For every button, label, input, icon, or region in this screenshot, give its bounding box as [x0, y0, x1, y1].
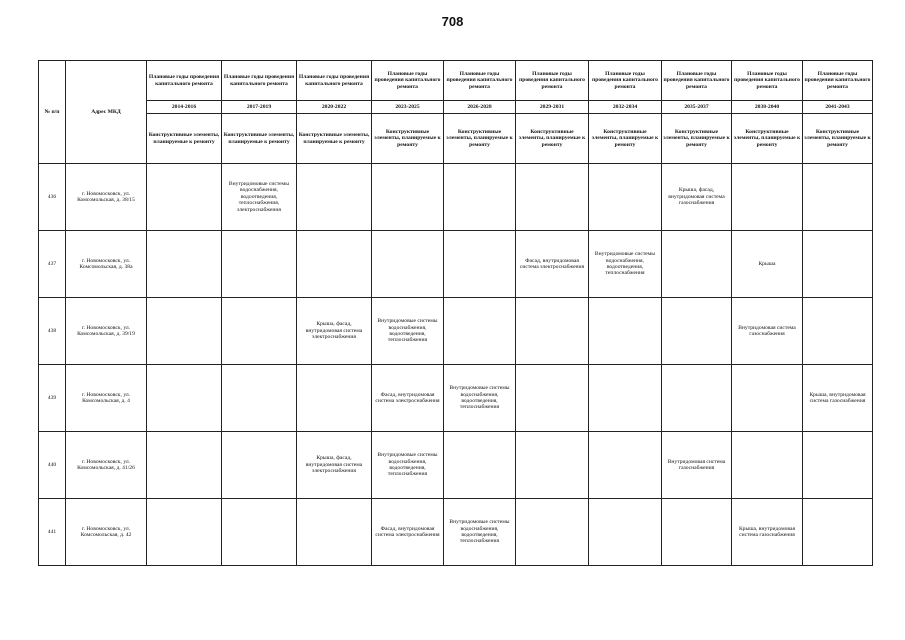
table-body: [39, 164, 873, 566]
header-elements: Конструктивные элементы, планируемые к ремонту: [662, 114, 732, 164]
header-years: 2020-2022: [297, 101, 372, 114]
table-row: [39, 298, 873, 365]
header-period-title: Плановые годы проведения капитального ремонта: [147, 61, 222, 101]
header-period-title: Плановые годы проведения капитального ремонта: [732, 61, 803, 101]
row-address: г. Новомосковск, ул. Комсомольская, д. 38/15: [66, 164, 147, 231]
row-number: 436: [39, 164, 66, 231]
table-row: [39, 231, 873, 298]
repair-cell: [516, 499, 589, 566]
repair-cell: [732, 164, 803, 231]
row-number: 439: [39, 365, 66, 432]
header-years: 2029-2031: [516, 101, 589, 114]
header-period-title: Плановые годы проведения капитального ремонта: [222, 61, 297, 101]
repair-cell: [662, 298, 732, 365]
header-period-title: Плановые годы проведения капитального ремонта: [372, 61, 444, 101]
header-address: Адрес МКД: [66, 61, 147, 164]
repair-cell: [803, 231, 873, 298]
repair-cell: [297, 499, 372, 566]
row-number: 441: [39, 499, 66, 566]
repair-cell: [589, 365, 662, 432]
row-address: г. Новомосковск, ул. Комсомольская, д. 39/19: [66, 298, 147, 365]
repair-cell: [147, 365, 222, 432]
header-years: 2026-2028: [444, 101, 516, 114]
row-address: г. Новомосковск, ул. Комсомольская, д. 41/26: [66, 432, 147, 499]
header-years: 2014-2016: [147, 101, 222, 114]
header-elements: Конструктивные элементы, планируемые к ремонту: [516, 114, 589, 164]
repair-cell: [297, 164, 372, 231]
repair-cell: Внутридомовые системы водоснабжения, водоотведения, теплоснабжения: [372, 298, 444, 365]
repair-cell: [803, 499, 873, 566]
repair-cell: [372, 164, 444, 231]
repair-cell: Фасад, внутридомовая система электроснабжения: [372, 499, 444, 566]
header-elements: Конструктивные элементы, планируемые к ремонту: [444, 114, 516, 164]
repair-cell: [147, 432, 222, 499]
row-number: 440: [39, 432, 66, 499]
header-period-title: Плановые годы проведения капитального ремонта: [803, 61, 873, 101]
repair-cell: Внутридомовые системы водоснабжения, водоотведения, теплоснабжения: [444, 499, 516, 566]
header-number: № п/п: [39, 61, 66, 164]
header-elements: Конструктивные элементы, планируемые к ремонту: [147, 114, 222, 164]
repair-cell: [444, 432, 516, 499]
header-period-title: Плановые годы проведения капитального ремонта: [589, 61, 662, 101]
repair-cell: Фасад, внутридомовая система электроснабжения: [516, 231, 589, 298]
repair-cell: [662, 499, 732, 566]
repair-cell: [372, 231, 444, 298]
repair-cell: [444, 164, 516, 231]
repair-cell: [589, 298, 662, 365]
header-period-title: Плановые годы проведения капитального ремонта: [516, 61, 589, 101]
repair-cell: [516, 432, 589, 499]
row-address: г. Новомосковск, ул. Комсомольская, д. 42: [66, 499, 147, 566]
repair-cell: [732, 432, 803, 499]
repair-cell: [222, 231, 297, 298]
header-years: 2017-2019: [222, 101, 297, 114]
repair-cell: [803, 164, 873, 231]
repair-cell: [222, 298, 297, 365]
repair-cell: [732, 365, 803, 432]
repair-cell: Крыша, фасад, внутридомовая система электроснабжения: [297, 432, 372, 499]
repair-cell: [516, 298, 589, 365]
repair-cell: [444, 231, 516, 298]
row-number: 438: [39, 298, 66, 365]
header-years: 2038-2040: [732, 101, 803, 114]
repair-cell: [297, 365, 372, 432]
repair-cell: [147, 164, 222, 231]
header-elements: Конструктивные элементы, планируемые к ремонту: [803, 114, 873, 164]
repair-cell: [803, 298, 873, 365]
repair-cell: [662, 231, 732, 298]
header-period-title: Плановые годы проведения капитального ремонта: [297, 61, 372, 101]
header-period-title: Плановые годы проведения капитального ремонта: [444, 61, 516, 101]
repair-cell: Фасад, внутридомовая система электроснабжения: [372, 365, 444, 432]
repair-cell: [222, 365, 297, 432]
header-elements: Конструктивные элементы, планируемые к ремонту: [589, 114, 662, 164]
page-number: 708: [441, 14, 464, 29]
table-row: [39, 499, 873, 566]
repair-cell: [222, 432, 297, 499]
row-address: г. Новомосковск, ул. Комсомольская, д. 4: [66, 365, 147, 432]
repair-cell: [516, 365, 589, 432]
repair-cell: Внутридомовая система газоснабжения: [662, 432, 732, 499]
repair-cell: [589, 164, 662, 231]
repair-cell: Крыша, внутридомовая система газоснабжения: [732, 499, 803, 566]
table-row: [39, 432, 873, 499]
header-years: 2041-2043: [803, 101, 873, 114]
repair-cell: Внутридомовые системы водоснабжения, водоотведения, теплоснабжения: [372, 432, 444, 499]
repair-cell: [589, 432, 662, 499]
header-years: 2035-2037: [662, 101, 732, 114]
repair-cell: [444, 298, 516, 365]
repair-cell: [803, 432, 873, 499]
repair-cell: [662, 365, 732, 432]
repair-cell: Крыша, фасад, внутридомовая система газоснабжения: [662, 164, 732, 231]
row-number: 437: [39, 231, 66, 298]
table-row: [39, 365, 873, 432]
repair-cell: Внутридомовые системы водоснабжения, водоотведения, теплоснабжения, электроснабжения: [222, 164, 297, 231]
header-period-title: Плановые годы проведения капитального ремонта: [662, 61, 732, 101]
header-elements: Конструктивные элементы, планируемые к ремонту: [297, 114, 372, 164]
repair-cell: Внутридомовые системы водоснабжения, водоотведения, теплоснабжения: [444, 365, 516, 432]
table-row: [39, 164, 873, 231]
repair-cell: [147, 231, 222, 298]
repair-cell: [222, 499, 297, 566]
header-elements: Конструктивные элементы, планируемые к ремонту: [372, 114, 444, 164]
repair-cell: Внутридомовые системы водоснабжения, водоотведения, теплоснабжения: [589, 231, 662, 298]
header-years: 2032-2034: [589, 101, 662, 114]
repair-cell: [147, 499, 222, 566]
repair-cell: [589, 499, 662, 566]
repair-cell: Крыша, фасад, внутридомовая система электроснабжения: [297, 298, 372, 365]
repair-cell: [297, 231, 372, 298]
table-header: [39, 61, 873, 164]
repair-cell: Внутридомовая система газоснабжения: [732, 298, 803, 365]
repair-cell: [147, 298, 222, 365]
row-address: г. Новомосковск, ул. Комсомольская, д. 38а: [66, 231, 147, 298]
header-elements: Конструктивные элементы, планируемые к ремонту: [732, 114, 803, 164]
header-elements: Конструктивные элементы, планируемые к ремонту: [222, 114, 297, 164]
repair-cell: Крыша: [732, 231, 803, 298]
header-years: 2023-2025: [372, 101, 444, 114]
repair-cell: Крыша, внутридомовая система газоснабжения: [803, 365, 873, 432]
repair-cell: [516, 164, 589, 231]
capital-repair-table: [38, 60, 873, 566]
